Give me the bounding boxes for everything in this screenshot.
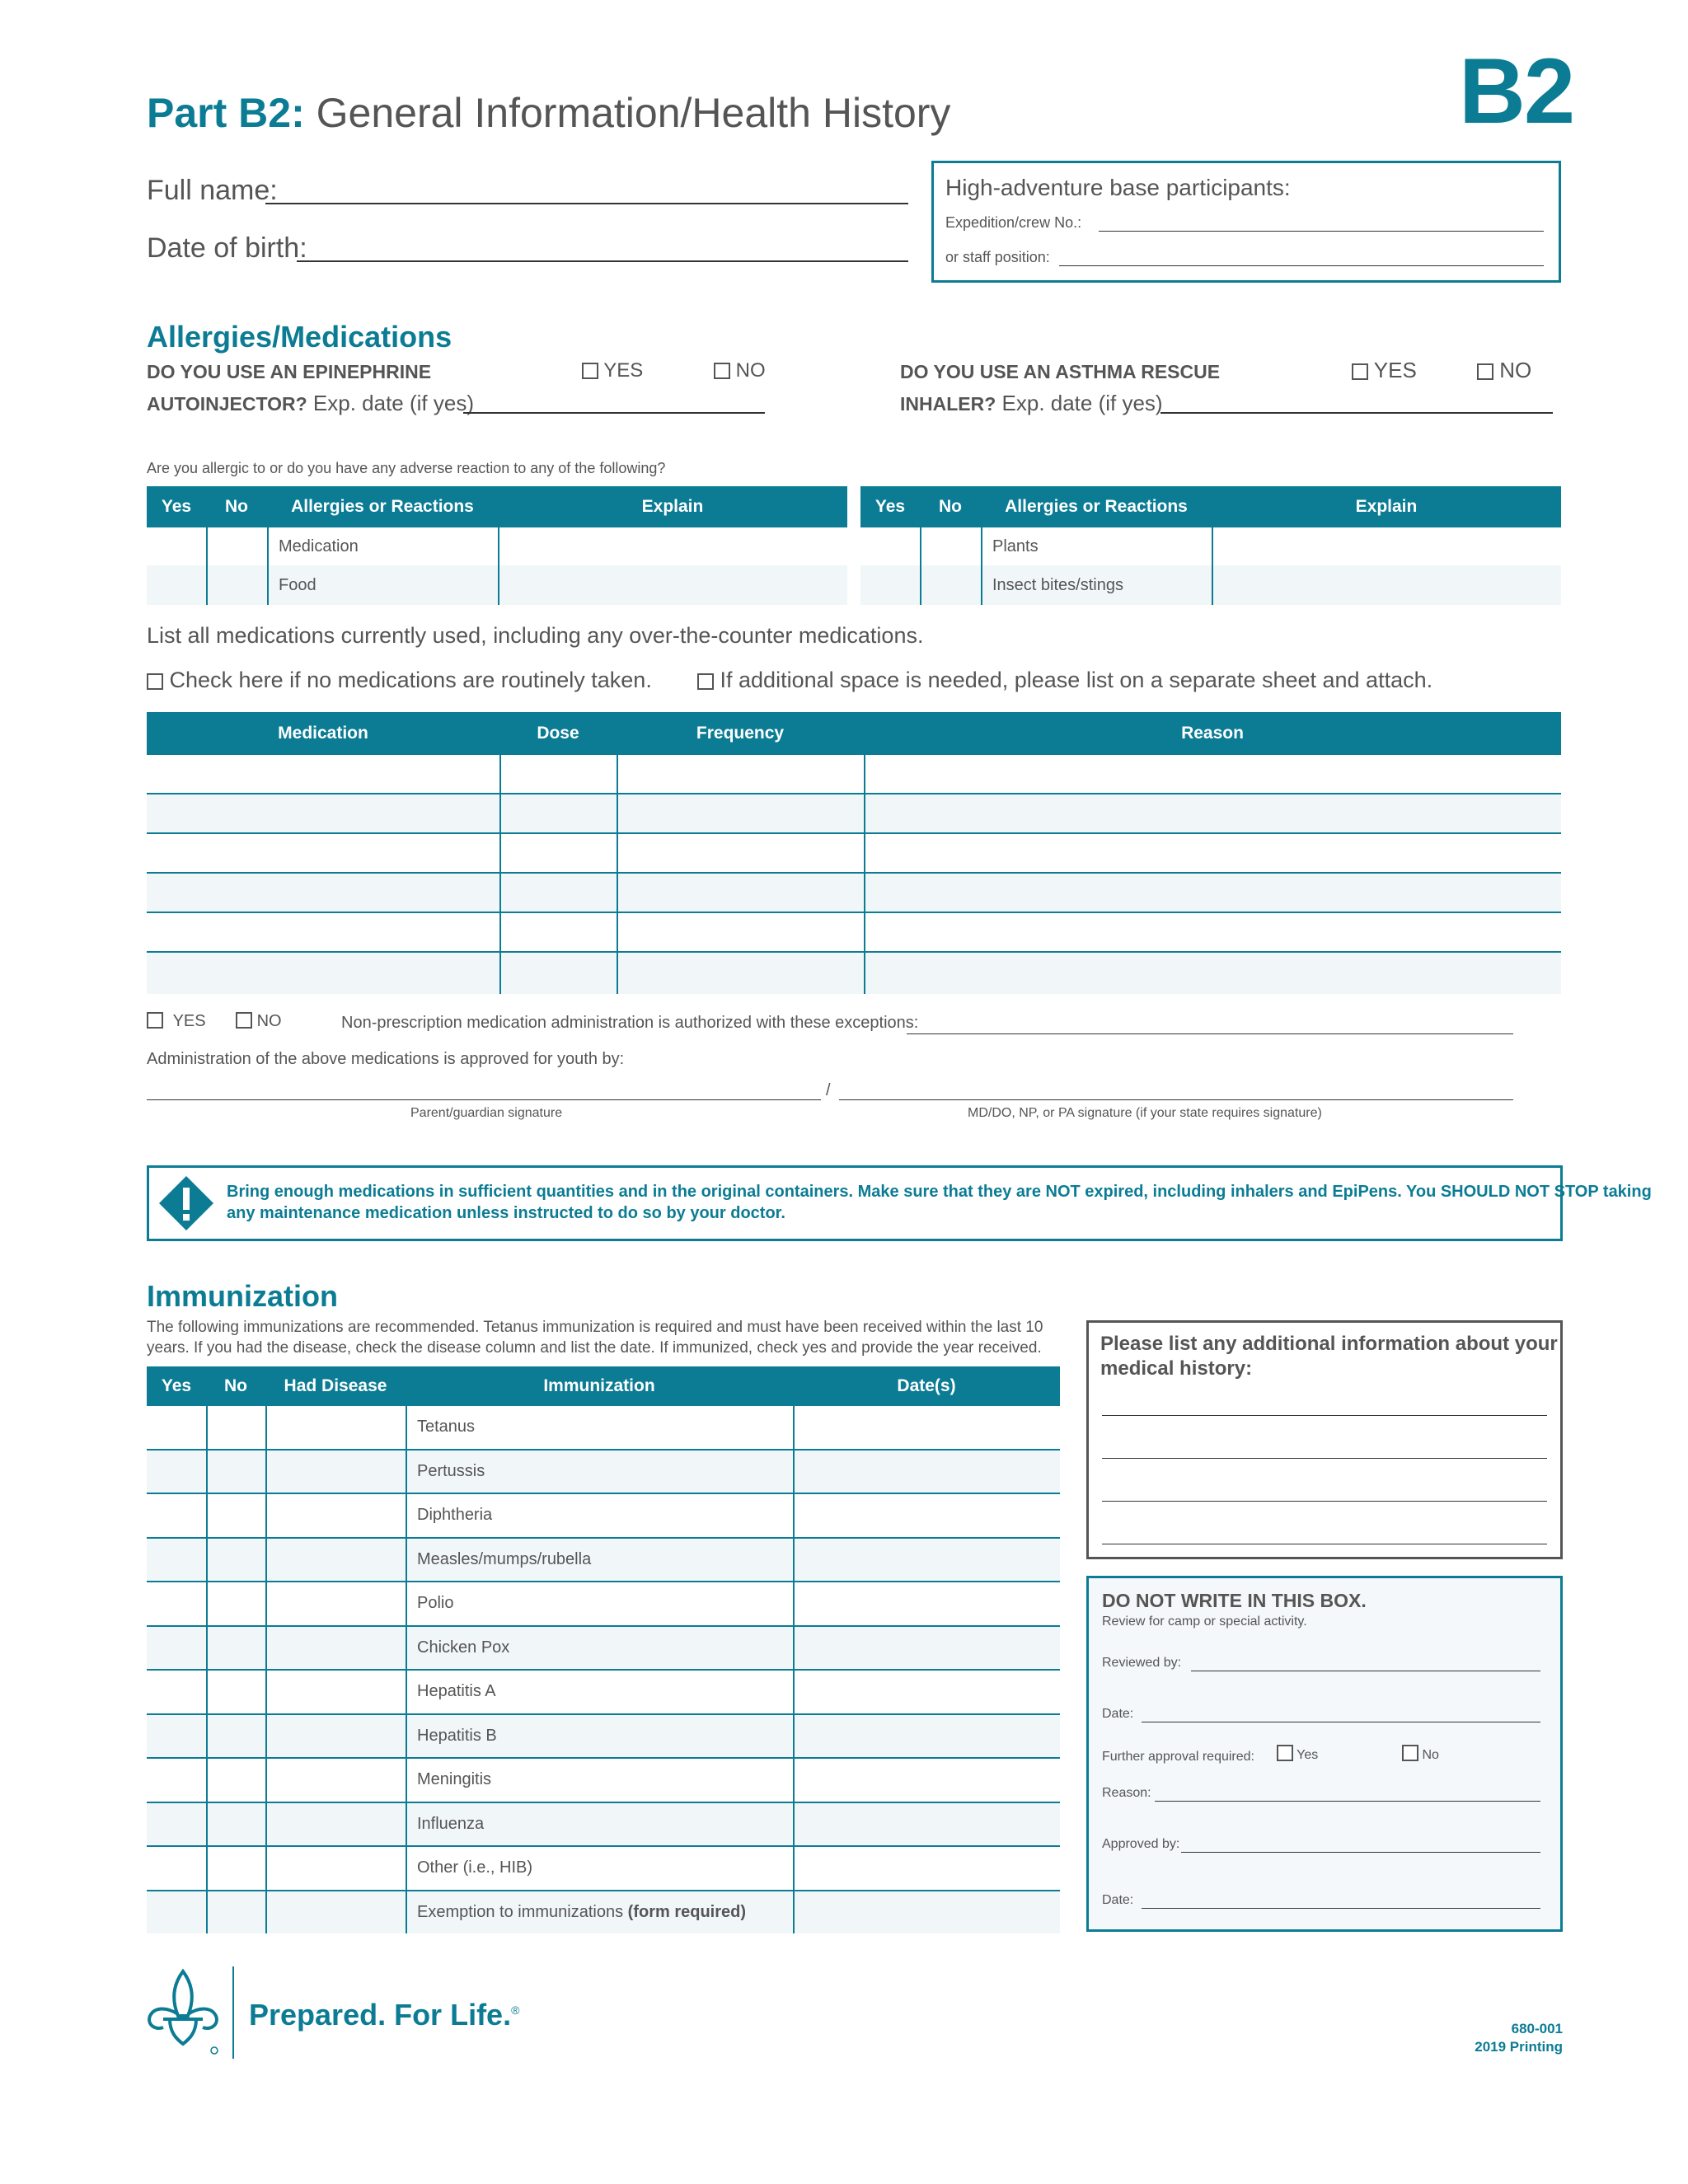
immunization-desc-line2: years. If you had the disease, check the disease column and list the date. If immunized, check yes and provide the year received. [147,1339,1042,1357]
office-use-box [1086,1576,1563,1932]
expedition-label: Expedition/crew No.: [945,214,1082,231]
immunization-name: Polio [417,1594,454,1613]
fleur-de-lis-logo [145,1966,221,2057]
asthma-question: DO YOU USE AN ASTHMA RESCUE [900,361,1221,382]
allergy-item-label: Food [279,575,316,594]
further-no-checkbox[interactable] [1402,1745,1418,1761]
immunization-heading: Immunization [147,1279,338,1313]
additional-info-title-line2: medical history: [1100,1357,1253,1380]
epi-no-label: NO [735,359,766,382]
further-approval-label: Further approval required: [1102,1750,1254,1764]
immunization-name: Exemption to immunizations (form required) [417,1902,747,1921]
allergy-row-food [147,565,847,605]
asthma-exp-row [900,391,1163,416]
nonrx-no-option[interactable] [236,1012,282,1031]
epi-question: DO YOU USE AN EPINEPHRINE [147,361,432,382]
epi-no-option[interactable] [714,359,766,382]
asthma-question-line2: INHALER? [900,393,996,415]
allergy-row-medication [147,527,847,567]
col-explain: Explain [1355,497,1418,516]
additional-info-line[interactable] [1102,1501,1547,1502]
medications-table-header [147,712,1561,755]
md-signature-caption: MD/DO, NP, or PA signature (if your state requires signature) [968,1106,1322,1120]
no-medications-label: Check here if no medications are routinely taken. [169,668,652,692]
md-signature-field[interactable] [839,1099,1513,1100]
allergy-item-label: Medication [279,537,359,555]
immunization-name: Meningitis [417,1770,492,1789]
date-label: Date: [1102,1707,1134,1721]
nonrx-yes-option[interactable] [147,1012,206,1031]
epi-yes-label: YES [603,359,644,382]
immunization-name: Chicken Pox [417,1638,510,1657]
form-badge: B2 [1459,40,1574,143]
nonrx-no-label: NO [256,1012,282,1030]
further-yes-option[interactable] [1277,1745,1318,1763]
asthma-no-option[interactable] [1477,358,1531,383]
immunization-table [147,1366,1060,1932]
immunization-name: Hepatitis B [417,1726,497,1745]
immunization-name: Hepatitis A [417,1682,496,1701]
office-use-title: DO NOT WRITE IN THIS BOX. [1102,1590,1367,1611]
immunization-name: Measles/mumps/rubella [417,1549,592,1568]
medication-row[interactable] [147,834,1561,874]
col-reason: Reason [1181,724,1244,743]
allergies-heading: Allergies/Medications [147,320,452,354]
approved-by-label: Approved by: [1102,1837,1180,1851]
immunization-row[interactable] [147,1671,1060,1715]
col-immunization: Immunization [543,1376,655,1395]
page-title [147,89,950,137]
parent-signature-field[interactable] [147,1099,821,1100]
col-dose: Dose [537,724,579,743]
footer-slogan [249,1998,519,2032]
immunization-row[interactable] [147,1451,1060,1495]
immunization-name: Tetanus [417,1418,476,1436]
medications-table [147,712,1561,996]
office-use-subtitle: Review for camp or special activity. [1102,1615,1307,1629]
epi-yes-checkbox[interactable] [582,363,598,379]
col-medication: Medication [278,724,368,743]
epi-no-checkbox[interactable] [714,363,730,379]
date-label: Date: [1102,1893,1134,1907]
date-field[interactable] [1142,1908,1540,1909]
immunization-row[interactable] [147,1406,1060,1451]
immunization-name: Influenza [417,1814,485,1833]
medication-row[interactable] [147,913,1561,953]
asthma-yes-checkbox[interactable] [1352,363,1368,380]
medication-row[interactable] [147,794,1561,834]
high-adventure-title: High-adventure base participants: [945,175,1291,200]
immunization-row[interactable] [147,1539,1060,1583]
extra-space-checkbox[interactable] [697,673,714,690]
printing-year: 2019 Printing [1475,2039,1563,2055]
immunization-name: Diphtheria [417,1506,493,1525]
approved-by-field[interactable] [1181,1852,1540,1853]
allergy-table-left-header [147,486,847,527]
nonrx-label: Non-prescription medication administration is authorized with these exceptions: [341,1014,919,1032]
high-adventure-box [931,161,1561,283]
col-yes: Yes [874,497,906,516]
warning-text-line2: any maintenance medication unless instructed to do so by your doctor. [227,1204,785,1222]
nonrx-yes-checkbox[interactable] [147,1012,163,1029]
asthma-no-label: NO [1499,358,1532,382]
epi-yes-option[interactable] [582,359,643,382]
dob-field[interactable] [297,260,908,262]
immunization-desc-line1: The following immunizations are recommended. Tetanus immunization is required and must have been received within the last 10 [147,1319,1043,1336]
col-yes: Yes [161,497,192,516]
nonrx-exceptions-field[interactable] [907,1033,1513,1034]
immunization-row[interactable] [147,1627,1060,1671]
nonrx-yes-label: YES [172,1012,206,1030]
reviewed-by-label: Reviewed by: [1102,1656,1182,1670]
parent-signature-caption: Parent/guardian signature [410,1106,563,1120]
allergy-row-plants [860,527,1561,567]
immunization-row[interactable] [147,1715,1060,1760]
reason-field[interactable] [1155,1801,1540,1802]
dob-label: Date of birth: [147,232,307,264]
warning-text-line1: Bring enough medications in sufficient quantities and in the original containers. Make sure that they are NOT expired, including inhalers and EpiPens. You SHOULD NOT STOP taking [227,1183,1652,1201]
epi-exp-label: Exp. date (if yes) [312,391,474,415]
col-no: No [225,497,248,516]
medication-row[interactable] [147,755,1561,794]
staff-position-field[interactable] [1059,265,1544,266]
slogan-text: Prepared. For Life. [249,1998,512,2032]
additional-info-title-line1: Please list any additional information about your [1100,1333,1558,1355]
signature-slash: / [826,1081,831,1099]
allergy-table-left [147,486,847,607]
no-medications-checkbox[interactable] [147,673,163,690]
col-dates: Date(s) [897,1376,956,1395]
extra-space-label: If additional space is needed, please list on a separate sheet and attach. [720,668,1433,692]
footer-divider [232,1966,234,2059]
medication-warning-box [147,1165,1652,1241]
further-yes-checkbox[interactable] [1277,1745,1293,1761]
col-explain: Explain [641,497,704,516]
immunization-name: Other (i.e., HIB) [417,1858,533,1877]
warning-icon [157,1174,215,1232]
allergy-item-label: Plants [992,537,1039,555]
immunization-row[interactable] [147,1582,1060,1627]
col-no: No [224,1376,247,1395]
staff-position-label: or staff position: [945,249,1050,265]
nonrx-no-checkbox[interactable] [236,1012,252,1029]
col-no: No [939,497,962,516]
col-allergy: Allergies or Reactions [1005,497,1188,516]
registered-mark: ® [511,2004,520,2017]
extra-space-option[interactable] [697,668,1432,693]
additional-info-line[interactable] [1102,1458,1547,1459]
allergy-question: Are you allergic to or do you have any adverse reaction to any of the following? [147,460,666,476]
further-yes-label: Yes [1296,1748,1319,1762]
expedition-field[interactable] [1099,231,1544,232]
immunization-name: Pertussis [417,1461,485,1480]
asthma-exp-label: Exp. date (if yes) [1001,391,1163,415]
reason-label: Reason: [1102,1786,1151,1800]
allergy-table-right-header [860,486,1561,527]
allergy-table-right [860,486,1561,607]
allergy-item-label: Insect bites/stings [992,575,1123,594]
asthma-exp-field[interactable] [1160,412,1553,414]
full-name-field[interactable] [265,203,908,204]
no-medications-option[interactable] [147,668,652,693]
immunization-row[interactable] [147,1803,1060,1848]
allergy-row-insect [860,565,1561,605]
further-no-option[interactable] [1402,1745,1439,1763]
immunization-row[interactable] [147,1494,1060,1539]
full-name-label: Full name: [147,175,278,206]
asthma-no-checkbox[interactable] [1477,363,1493,380]
form-title: General Information/Health History [316,90,951,136]
col-allergy: Allergies or Reactions [291,497,474,516]
asthma-yes-option[interactable] [1352,358,1417,383]
asthma-yes-label: YES [1373,358,1417,382]
col-had-disease: Had Disease [284,1376,387,1395]
epi-exp-field[interactable] [463,412,765,414]
additional-info-box [1086,1320,1563,1559]
immunization-row[interactable] [147,1759,1060,1803]
medication-row[interactable] [147,953,1561,994]
immunization-row[interactable] [147,1847,1060,1891]
additional-info-line[interactable] [1102,1415,1547,1416]
immunization-row[interactable] [147,1891,1060,1934]
form-number: 680-001 [1511,2021,1563,2036]
further-no-label: No [1422,1748,1439,1762]
part-label: Part B2: [147,90,305,136]
col-yes: Yes [161,1376,192,1395]
medication-row[interactable] [147,874,1561,913]
col-frequency: Frequency [696,724,785,743]
medications-list-label: List all medications currently used, including any over-the-counter medications. [147,623,924,648]
epi-question-line2: AUTOINJECTOR? [147,393,307,415]
approved-label: Administration of the above medications is approved for youth by: [147,1050,625,1068]
exemption-form-note: (form required) [627,1902,747,1921]
epi-exp-row [147,391,474,416]
immunization-table-header [147,1366,1060,1406]
